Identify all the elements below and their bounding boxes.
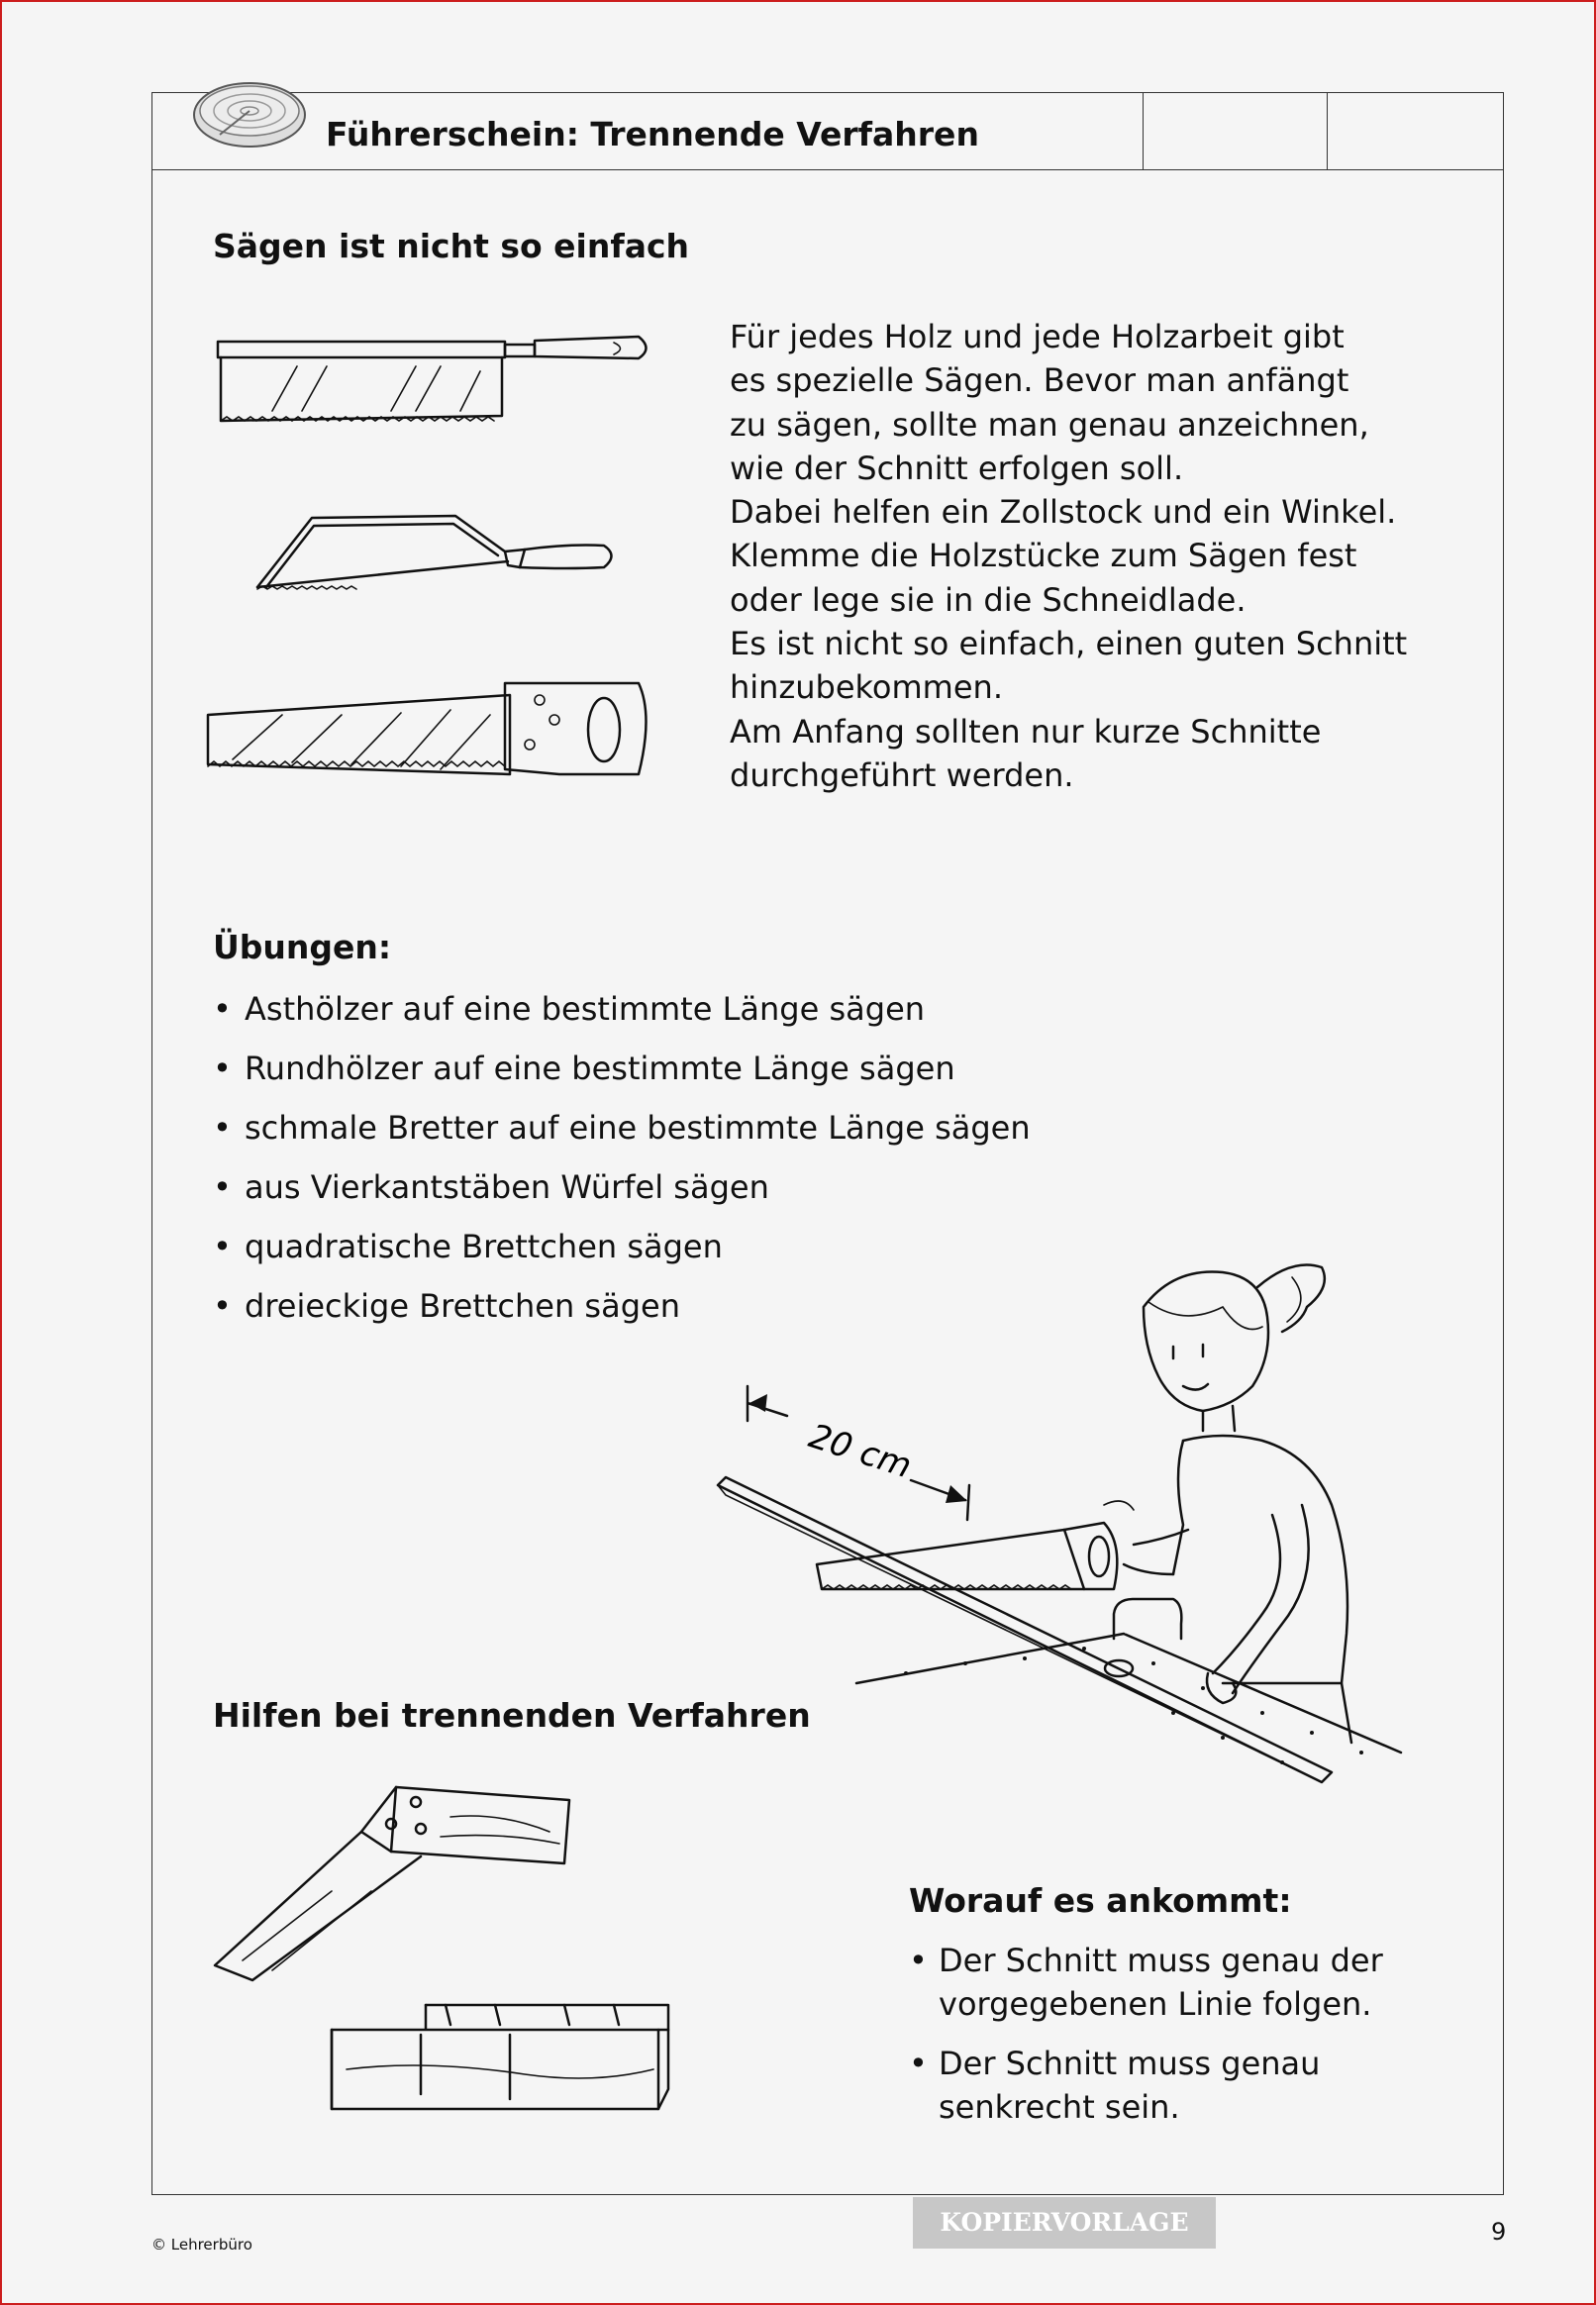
tips-list (909, 1939, 1383, 2145)
text-line: durchgeführt werden. (730, 755, 1074, 794)
tip-line: Der Schnitt muss genau der (939, 1942, 1383, 1979)
list-item (909, 2042, 1383, 2129)
bullet-point: • (213, 1109, 232, 1147)
hand-saw-icon (203, 675, 668, 784)
section-heading-saws: Sägen ist nicht so einfach (213, 227, 690, 265)
bullet-point: • (213, 1050, 232, 1087)
bullet-point: • (213, 1228, 232, 1265)
exercise-text: dreieckige Brettchen sägen (245, 1287, 680, 1325)
list-item (213, 990, 1031, 1050)
text-line: Es ist nicht so einfach, einen guten Schnitt (730, 625, 1408, 663)
tips-heading: Worauf es ankommt: (909, 1881, 1292, 1920)
aids-heading: Hilfen bei trennenden Verfahren (213, 1696, 811, 1735)
text-line: Für jedes Holz und jede Holzarbeit gibt (730, 318, 1345, 355)
bullet-point: • (909, 1942, 928, 1979)
girl-sawing-illustration (708, 1248, 1421, 1812)
back-saw-icon (213, 327, 658, 426)
bullet-point: • (909, 2045, 928, 2082)
text-line: es spezielle Sägen. Bevor man anfängt (730, 361, 1349, 400)
text-line: Am Anfang sollten nur kurze Schnitte (730, 712, 1322, 751)
text-line: Klemme die Holzstücke zum Sägen fest (730, 537, 1357, 575)
exercise-text: Rundhölzer auf eine bestimmte Länge sägen (245, 1050, 955, 1087)
page-title: Führerschein: Trennende Verfahren (326, 115, 979, 153)
list-item (213, 1168, 1031, 1228)
bullet-point: • (213, 1287, 232, 1325)
copyright-notice: © Lehrerbüro (151, 2236, 252, 2254)
header-empty-cells (1143, 93, 1328, 169)
text-line: oder lege sie in die Schneidlade. (730, 580, 1247, 619)
page-number: 9 (1491, 2218, 1507, 2246)
hacksaw-icon (252, 510, 619, 599)
exercise-text: quadratische Brettchen sägen (245, 1228, 723, 1265)
tip-line: vorgegebenen Linie folgen. (939, 1985, 1372, 2023)
mitre-box-icon (327, 1990, 683, 2124)
list-item (213, 1050, 1031, 1109)
saws-description (730, 315, 1407, 797)
try-square-icon (213, 1782, 589, 1990)
tip-line: senkrecht sein. (939, 2088, 1180, 2126)
bullet-point: • (213, 1168, 232, 1206)
copy-template-stamp: KOPIERVORLAGE (913, 2197, 1216, 2249)
exercise-text: Asthölzer auf eine bestimmte Länge sägen (245, 990, 926, 1028)
header-bar (152, 93, 1503, 170)
exercise-text: schmale Bretter auf eine bestimmte Länge sägen (245, 1109, 1031, 1147)
wood-slice-icon (190, 75, 309, 154)
text-line: zu sägen, sollte man genau anzeichnen, (730, 405, 1369, 444)
tip-line: Der Schnitt muss genau (939, 2045, 1321, 2082)
measure-label: 20 cm (804, 1416, 917, 1487)
text-line: Dabei helfen ein Zollstock und ein Winkel. (730, 493, 1397, 532)
text-line: wie der Schnitt erfolgen soll. (730, 449, 1184, 487)
text-line: hinzubekommen. (730, 668, 1003, 707)
exercise-text: aus Vierkantstäben Würfel sägen (245, 1168, 769, 1206)
exercises-heading: Übungen: (213, 928, 392, 966)
list-item (909, 1939, 1383, 2026)
list-item (213, 1109, 1031, 1168)
bullet-point: • (213, 990, 232, 1028)
